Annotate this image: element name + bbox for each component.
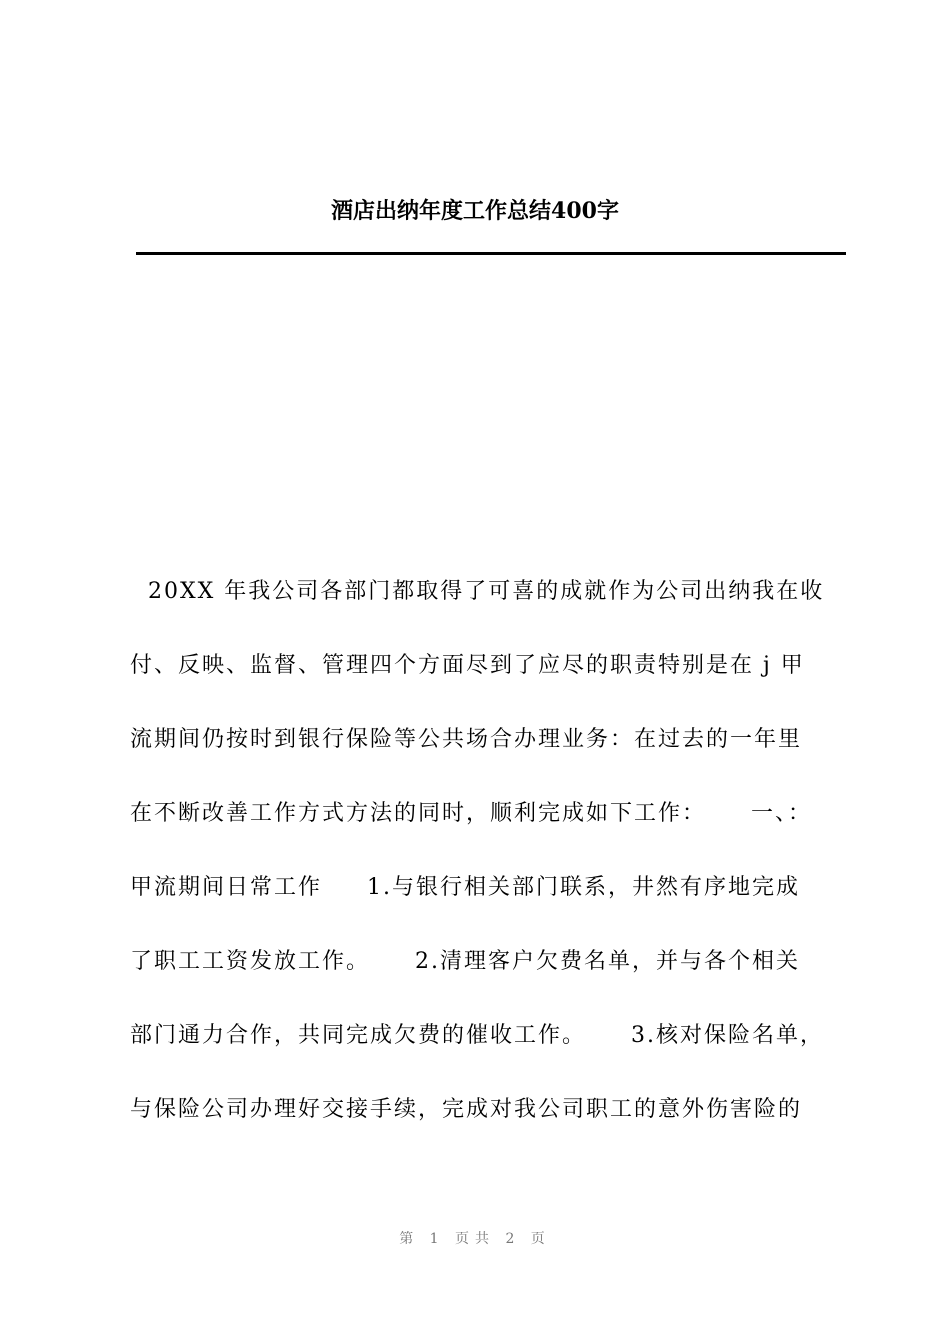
body-line: 流期间仍按时到银行保险等公共场合办理业务：在过去的一年里 [130, 727, 803, 752]
body-line: 部门通力合作，共同完成欠费的催收工作。 3.核对保险名单， [130, 1023, 824, 1048]
title-underline [136, 252, 846, 255]
body-line: 与保险公司办理好交接手续，完成对我公司职工的意外伤害险的 [130, 1097, 803, 1122]
body-line: 了职工工资发放工作。 2.清理客户欠费名单，并与各个相关 [130, 949, 800, 974]
body-line: 在不断改善工作方式方法的同时，顺利完成如下工作： 一、： [130, 801, 812, 826]
page-footer: 第 1 页共 2 页 [399, 1231, 551, 1247]
document-title: 酒店出纳年度工作总结400字 [331, 198, 619, 224]
body-line: 甲流期间日常工作 1.与银行相关部门联系，井然有序地完成 [130, 875, 800, 900]
body-text [130, 570, 846, 1162]
body-line: 20XX 年我公司各部门都取得了可喜的成就作为公司出纳我在收 [130, 579, 825, 604]
body-line: 付、反映、监督、管理四个方面尽到了应尽的职责特别是在 j 甲 [130, 653, 805, 678]
